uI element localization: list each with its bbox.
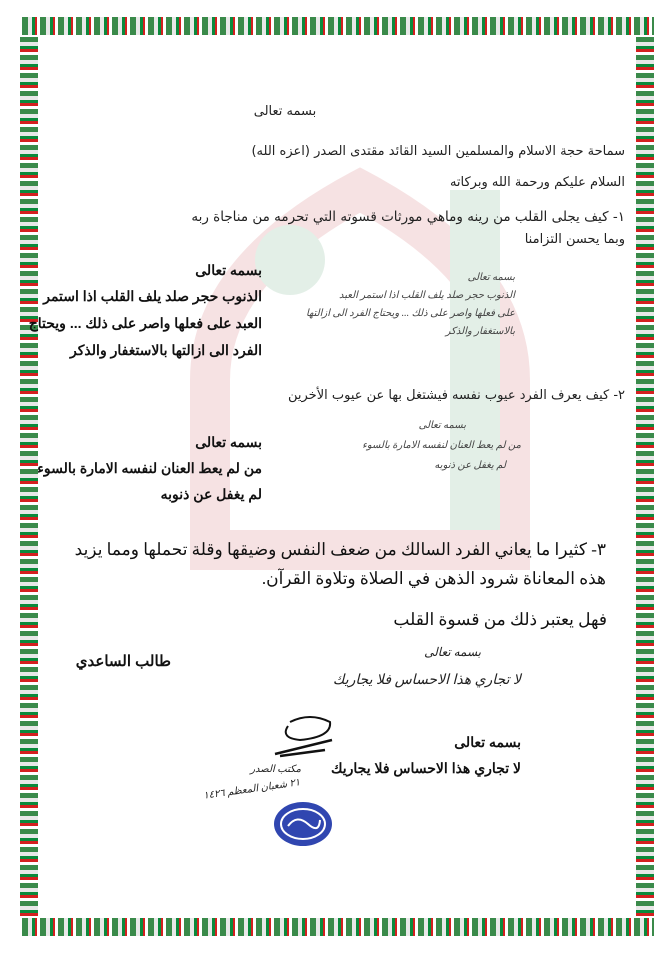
official-stamp (272, 800, 334, 848)
handwritten-answer-3-line-1: لا تجاري هذا الاحساس فلا يجاريك (332, 673, 521, 688)
answer-1-line-2: العبد على فعلها واصر على ذلك ... ويحتاج (28, 315, 262, 331)
letter-addressee: سماحة حجة الاسلام والمسلمين السيد القائد مقتدى الصدر (اعزه الله) (251, 144, 625, 159)
handwritten-answer-2-line-0: بسمه تعالى (418, 420, 466, 431)
decorative-border-top (20, 17, 654, 35)
question-3-line-2: هذه المعاناة شرود الذهن في الصلاة وتلاوة القرآن. (261, 569, 606, 588)
decorative-border-bottom (20, 918, 654, 936)
handwritten-answer-2-line-2: لم يغفل عن ذنوبه (434, 460, 506, 471)
answer-1-line-3: الفرد الى ازالتها بالاستغفار والذكر (70, 342, 262, 358)
answer-3-line-1: لا تجاري هذا الاحساس فلا يجاريك (330, 760, 521, 776)
handwritten-signature (270, 712, 340, 762)
answer-2-basmala: بسمه تعالى (195, 434, 262, 450)
answer-1-basmala: بسمه تعالى (195, 262, 262, 278)
letter-greeting: السلام عليكم ورحمة الله وبركاته (449, 175, 625, 190)
question-3-followup: فهل يعتبر ذلك من قسوة القلب (393, 610, 607, 629)
question-3-line-1: ٣- كثيرا ما يعاني الفرد السالك من ضعف النفس وضيقها وقلة تحملها ومما يزيد (74, 540, 606, 559)
letter-basmala: بسمه تعالى (253, 104, 317, 119)
handwritten-answer-1-line-1: الذنوب حجر صلد يلف القلب اذا استمر العبد (338, 290, 515, 301)
sender-name: طالب الساعدي (75, 653, 171, 670)
question-2: ٢- كيف يعرف الفرد عيوب نفسه فيشتغل بها عن عيوب الأخرين (288, 388, 625, 403)
answer-3-basmala: بسمه تعالى (454, 734, 521, 750)
handwritten-answer-1-line-0: بسمه تعالى (467, 272, 515, 283)
handwritten-answer-2-line-1: من لم يعط العنان لنفسه الامارة بالسوء (362, 440, 521, 451)
question-1-line-1: ١- كيف يجلى القلب من رينه وماهي مورثات قسوته التي تحرمه من مناجاة ربه (191, 209, 625, 225)
handwritten-answer-1-line-2: على فعلها واصر على ذلك ... ويحتاج الفرد الى ازالتها (305, 308, 515, 319)
answer-2-line-1: من لم يعط العنان لنفسه الامارة بالسوء (37, 460, 262, 476)
decorative-border-right (636, 35, 654, 918)
question-1-line-2: وبما يحسن التزامنا (524, 232, 625, 247)
answer-2-line-2: لم يغفل عن ذنوبه (160, 486, 262, 502)
office-signature: مكتب الصدر (250, 764, 301, 775)
answer-1-line-1: الذنوب حجر صلد يلف القلب اذا استمر (43, 288, 262, 304)
handwritten-answer-1-line-3: بالاستغفار والذكر (445, 326, 515, 337)
decorative-border-left (20, 35, 38, 918)
signature-date: ٢١ شعبان المعظم ١٤٢٦ (203, 777, 302, 802)
handwritten-answer-3-line-0: بسمه تعالى (424, 645, 481, 659)
